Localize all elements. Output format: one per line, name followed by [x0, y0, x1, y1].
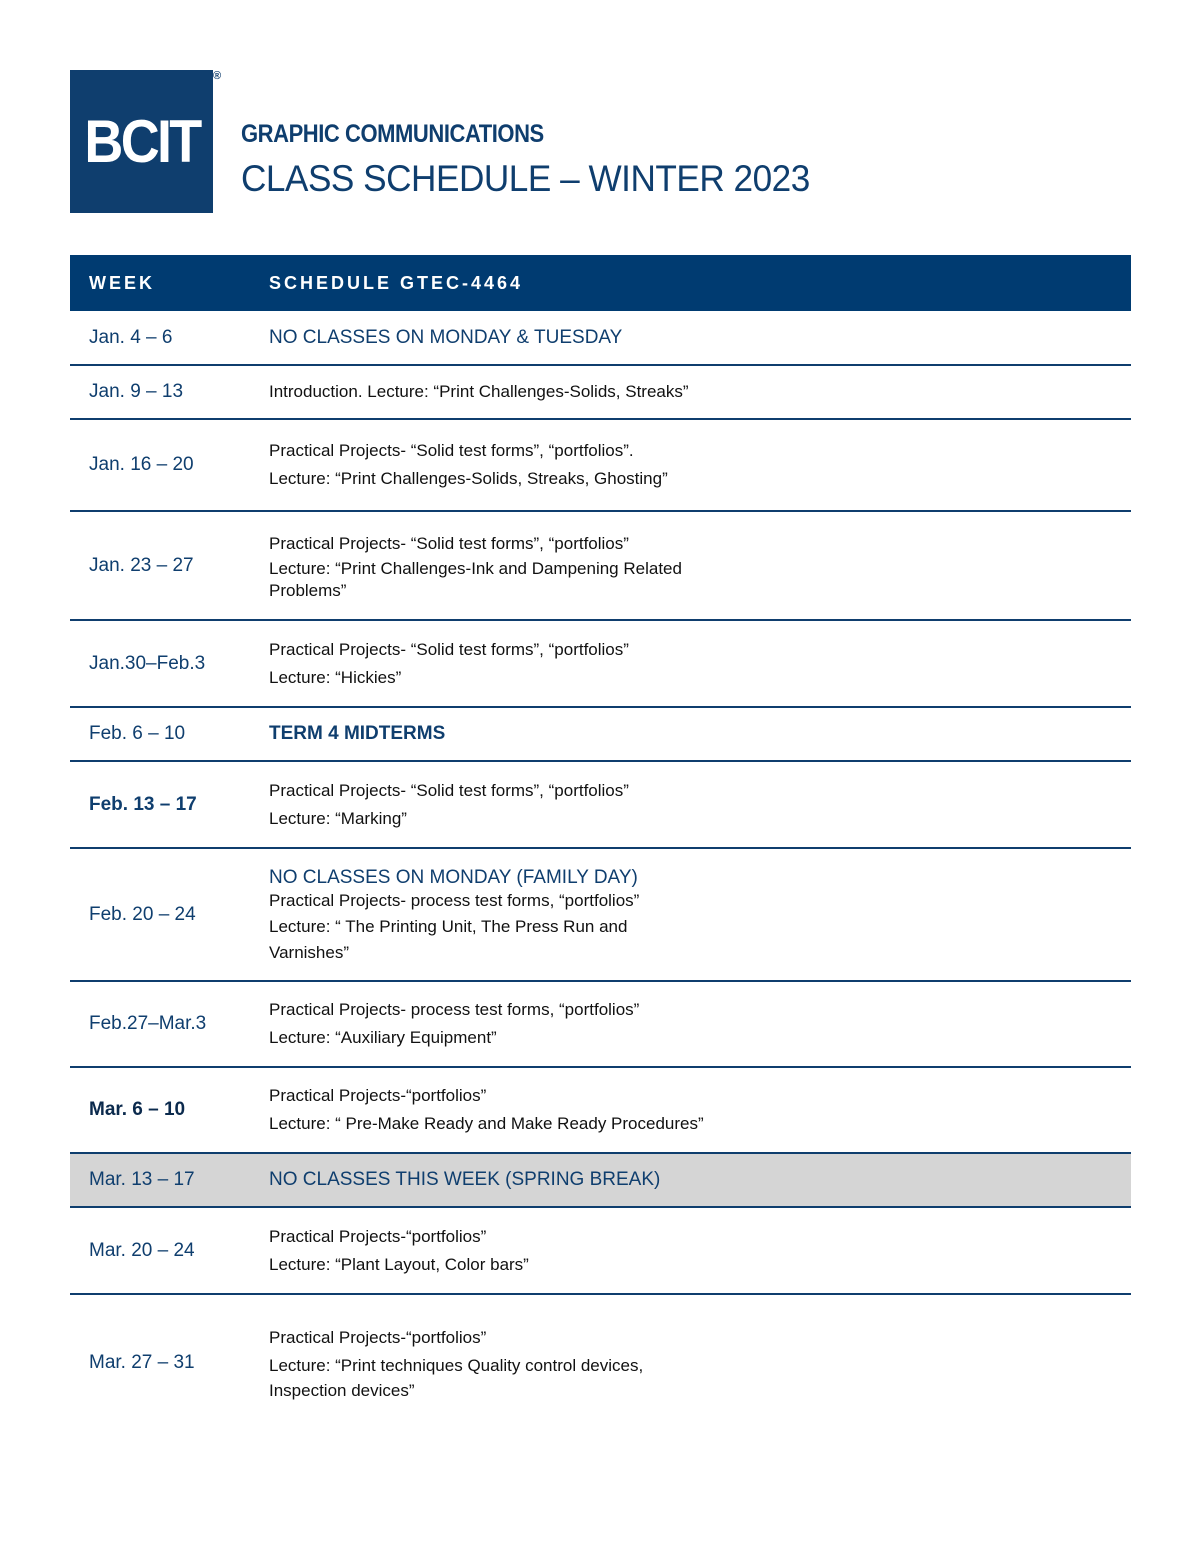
schedule-line: Practical Projects- process test forms, “portfolios” [269, 890, 640, 910]
table-row [70, 1154, 1131, 1208]
table-row [70, 621, 1131, 708]
week-cell: Jan. 4 – 6 [89, 326, 173, 348]
schedule-cell [269, 777, 1131, 833]
schedule-line: Problems” [269, 580, 347, 600]
table-row [70, 762, 1131, 849]
schedule-line: Lecture: “Print techniques Quality control devices, [269, 1355, 644, 1375]
week-cell: Jan. 16 – 20 [89, 454, 194, 475]
schedule-table [70, 255, 1131, 1430]
schedule-cell [269, 530, 1131, 602]
schedule-line: Lecture: “ The Printing Unit, The Press Run and [269, 916, 628, 936]
schedule-cell [269, 378, 1131, 406]
table-row [70, 1295, 1131, 1430]
schedule-line: Practical Projects-“portfolios” [269, 1327, 487, 1347]
week-cell: Mar. 6 – 10 [89, 1099, 186, 1120]
schedule-line: Lecture: “Hickies” [269, 667, 402, 687]
table-row [70, 708, 1131, 762]
schedule-cell [269, 1082, 1131, 1138]
schedule-line: Introduction. Lecture: “Print Challenges-Solids, Streaks” [269, 382, 689, 401]
schedule-cell [269, 636, 1131, 692]
table-row [70, 849, 1131, 982]
schedule-note: NO CLASSES THIS WEEK (SPRING BREAK) [269, 1169, 661, 1190]
schedule-cell [269, 722, 1131, 746]
header-week: WEEK [89, 272, 155, 293]
schedule-line: Practical Projects-“portfolios” [269, 1226, 487, 1246]
table-row [70, 982, 1131, 1068]
week-cell: Jan. 9 – 13 [89, 381, 184, 402]
week-cell: Feb. 6 – 10 [89, 723, 186, 744]
page-title: CLASS SCHEDULE – WINTER 2023 [241, 158, 810, 199]
table-row [70, 420, 1131, 512]
week-cell: Mar. 20 – 24 [89, 1239, 195, 1261]
schedule-line: Lecture: “Marking” [269, 808, 407, 828]
table-row [70, 1068, 1131, 1154]
schedule-line: Lecture: “Print Challenges-Solids, Streaks, Ghosting” [269, 469, 668, 488]
table-row [70, 512, 1131, 621]
week-cell: Feb. 13 – 17 [89, 793, 197, 815]
schedule-note: NO CLASSES ON MONDAY (FAMILY DAY) [269, 866, 638, 888]
header-schedule: SCHEDULE GTEC-4464 [269, 272, 524, 293]
schedule-cell [269, 1223, 1131, 1279]
schedule-line: Lecture: “Auxiliary Equipment” [269, 1028, 497, 1047]
week-cell: Jan. 23 – 27 [89, 554, 194, 576]
table-row [70, 1208, 1131, 1295]
schedule-line: Practical Projects- “Solid test forms”, “portfolios” [269, 639, 629, 659]
schedule-line: Practical Projects- “Solid test forms”, “portfolios” [269, 533, 629, 553]
schedule-line: Lecture: “Print Challenges-Ink and Dampening Related [269, 558, 682, 578]
table-row [70, 366, 1131, 420]
schedule-line: Practical Projects- “Solid test forms”, “portfolios”. [269, 441, 634, 460]
schedule-cell [269, 866, 1131, 964]
week-cell: Feb. 20 – 24 [89, 903, 196, 925]
registered-mark: ® [213, 70, 222, 82]
schedule-note: NO CLASSES ON MONDAY & TUESDAY [269, 326, 623, 348]
schedule-line: Varnishes” [269, 942, 349, 962]
schedule-line: Inspection devices” [269, 1380, 415, 1400]
schedule-cell [269, 996, 1131, 1052]
table-header [70, 255, 1131, 311]
department-name: GRAPHIC COMMUNICATIONS [241, 120, 544, 148]
schedule-cell [269, 1168, 1131, 1192]
schedule-line: Lecture: “ Pre-Make Ready and Make Ready Procedures” [269, 1114, 704, 1133]
schedule-line: Practical Projects- “Solid test forms”, “portfolios” [269, 780, 629, 800]
week-cell: Feb.27–Mar.3 [89, 1013, 207, 1034]
schedule-cell [269, 326, 1131, 350]
week-cell: Mar. 13 – 17 [89, 1169, 195, 1190]
week-cell: Mar. 27 – 31 [89, 1351, 195, 1373]
schedule-note: TERM 4 MIDTERMS [269, 723, 446, 744]
logo-text: BCIT [83, 107, 200, 175]
bcit-logo [70, 70, 213, 213]
schedule-cell [269, 1324, 1131, 1402]
schedule-line: Practical Projects- process test forms, “portfolios” [269, 1000, 640, 1019]
schedule-line: Practical Projects-“portfolios” [269, 1086, 487, 1105]
table-row [70, 311, 1131, 366]
schedule-cell [269, 437, 1131, 493]
week-cell: Jan.30–Feb.3 [89, 652, 206, 674]
schedule-line: Lecture: “Plant Layout, Color bars” [269, 1254, 529, 1274]
